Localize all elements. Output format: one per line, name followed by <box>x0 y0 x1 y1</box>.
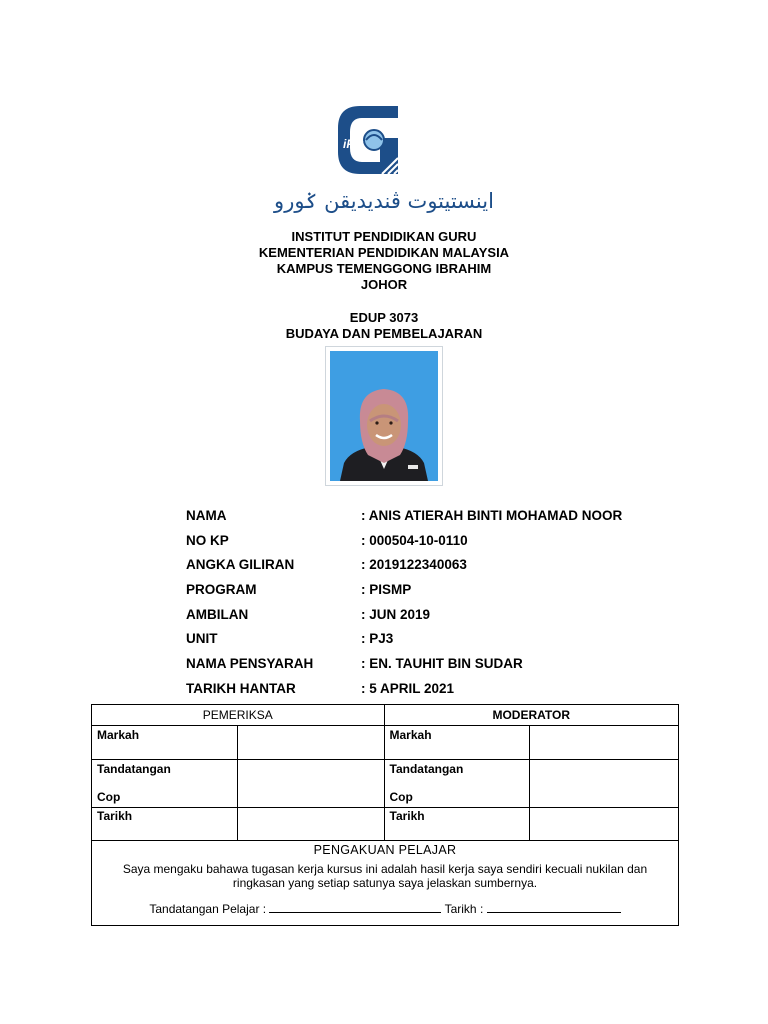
markah-field-moderator[interactable] <box>530 726 679 760</box>
info-row <box>186 503 706 528</box>
tarikh-field-moderator[interactable] <box>530 808 679 841</box>
student-info <box>186 503 706 701</box>
markah-label-pemeriksa: Markah <box>92 726 238 760</box>
tandatangan-field-moderator[interactable] <box>530 760 679 808</box>
header-line-3: KAMPUS TEMENGGONG IBRAHIM <box>276 261 492 276</box>
institute-header <box>0 229 768 293</box>
tarikh-field-pemeriksa[interactable] <box>237 808 384 841</box>
info-label: NO KP <box>186 532 229 548</box>
tandatangan-cop-moderator <box>384 760 530 808</box>
student-photo <box>325 346 443 486</box>
declaration-signature-row <box>92 902 678 916</box>
info-row <box>186 676 706 701</box>
student-date-label: Tarikh : <box>444 902 484 916</box>
course-header <box>0 310 768 342</box>
tandatangan-label: Tandatangan <box>389 762 464 776</box>
info-label: NAMA PENSYARAH <box>186 655 314 671</box>
tarikh-label-moderator: Tarikh <box>384 808 530 841</box>
info-row <box>186 651 706 676</box>
tandatangan-field-pemeriksa[interactable] <box>237 760 384 808</box>
declaration-text: Saya mengaku bahawa tugasan kerja kursus ini adalah hasil kerja saya sendiri kecuali nukilan dan ringkasan yang setiap satunya saya jelaskan sumbernya. <box>122 862 648 890</box>
info-label: PROGRAM <box>186 581 257 597</box>
logo-abbr: iPG <box>343 137 364 151</box>
student-date-line[interactable] <box>487 902 621 913</box>
cop-label: Cop <box>97 790 121 804</box>
cop-label: Cop <box>389 790 413 804</box>
info-value: : PJ3 <box>361 631 394 647</box>
tarikh-label-pemeriksa: Tarikh <box>92 808 238 841</box>
course-name: BUDAYA DAN PEMBELAJARAN <box>285 326 483 341</box>
student-portrait-icon <box>330 351 438 481</box>
markah-label-moderator: Markah <box>384 726 530 760</box>
header-line-4: JOHOR <box>360 277 408 292</box>
info-label: NAMA <box>186 507 227 523</box>
info-label: ANGKA GILIRAN <box>186 557 295 573</box>
info-value: : 5 APRIL 2021 <box>361 680 455 696</box>
pemeriksa-header: PEMERIKSA <box>92 705 385 726</box>
jawi-institute-name: اينستيتوت ڤنديديقن ݢورو <box>274 189 494 213</box>
info-label: UNIT <box>186 631 218 647</box>
course-code: EDUP 3073 <box>349 310 419 325</box>
markah-field-pemeriksa[interactable] <box>237 726 384 760</box>
declaration-title: PENGAKUAN PELAJAR <box>313 843 457 857</box>
info-label: AMBILAN <box>186 606 249 622</box>
info-row <box>186 528 706 553</box>
info-value: : 2019122340063 <box>361 557 467 573</box>
tandatangan-label: Tandatangan <box>97 762 171 776</box>
info-row <box>186 626 706 651</box>
info-value: : 000504-10-0110 <box>361 532 468 548</box>
header-line-2: KEMENTERIAN PENDIDIKAN MALAYSIA <box>258 245 510 260</box>
header-line-1: INSTITUT PENDIDIKAN GURU <box>291 229 477 244</box>
info-row <box>186 602 706 627</box>
student-signature-line[interactable] <box>269 902 441 913</box>
moderator-header: MODERATOR <box>384 705 679 726</box>
info-value: : EN. TAUHIT BIN SUDAR <box>361 655 523 671</box>
ipg-logo-icon <box>336 100 408 180</box>
info-row <box>186 577 706 602</box>
grading-table <box>91 704 679 841</box>
ipg-logo <box>336 100 408 180</box>
info-value: : PISMP <box>361 581 412 597</box>
info-label: TARIKH HANTAR <box>186 680 296 696</box>
tandatangan-cop-pemeriksa <box>92 760 238 808</box>
info-value: : ANIS ATIERAH BINTI MOHAMAD NOOR <box>361 507 623 523</box>
student-declaration <box>91 838 679 926</box>
info-row <box>186 552 706 577</box>
info-value: : JUN 2019 <box>361 606 431 622</box>
student-signature-label: Tandatangan Pelajar : <box>149 902 267 916</box>
